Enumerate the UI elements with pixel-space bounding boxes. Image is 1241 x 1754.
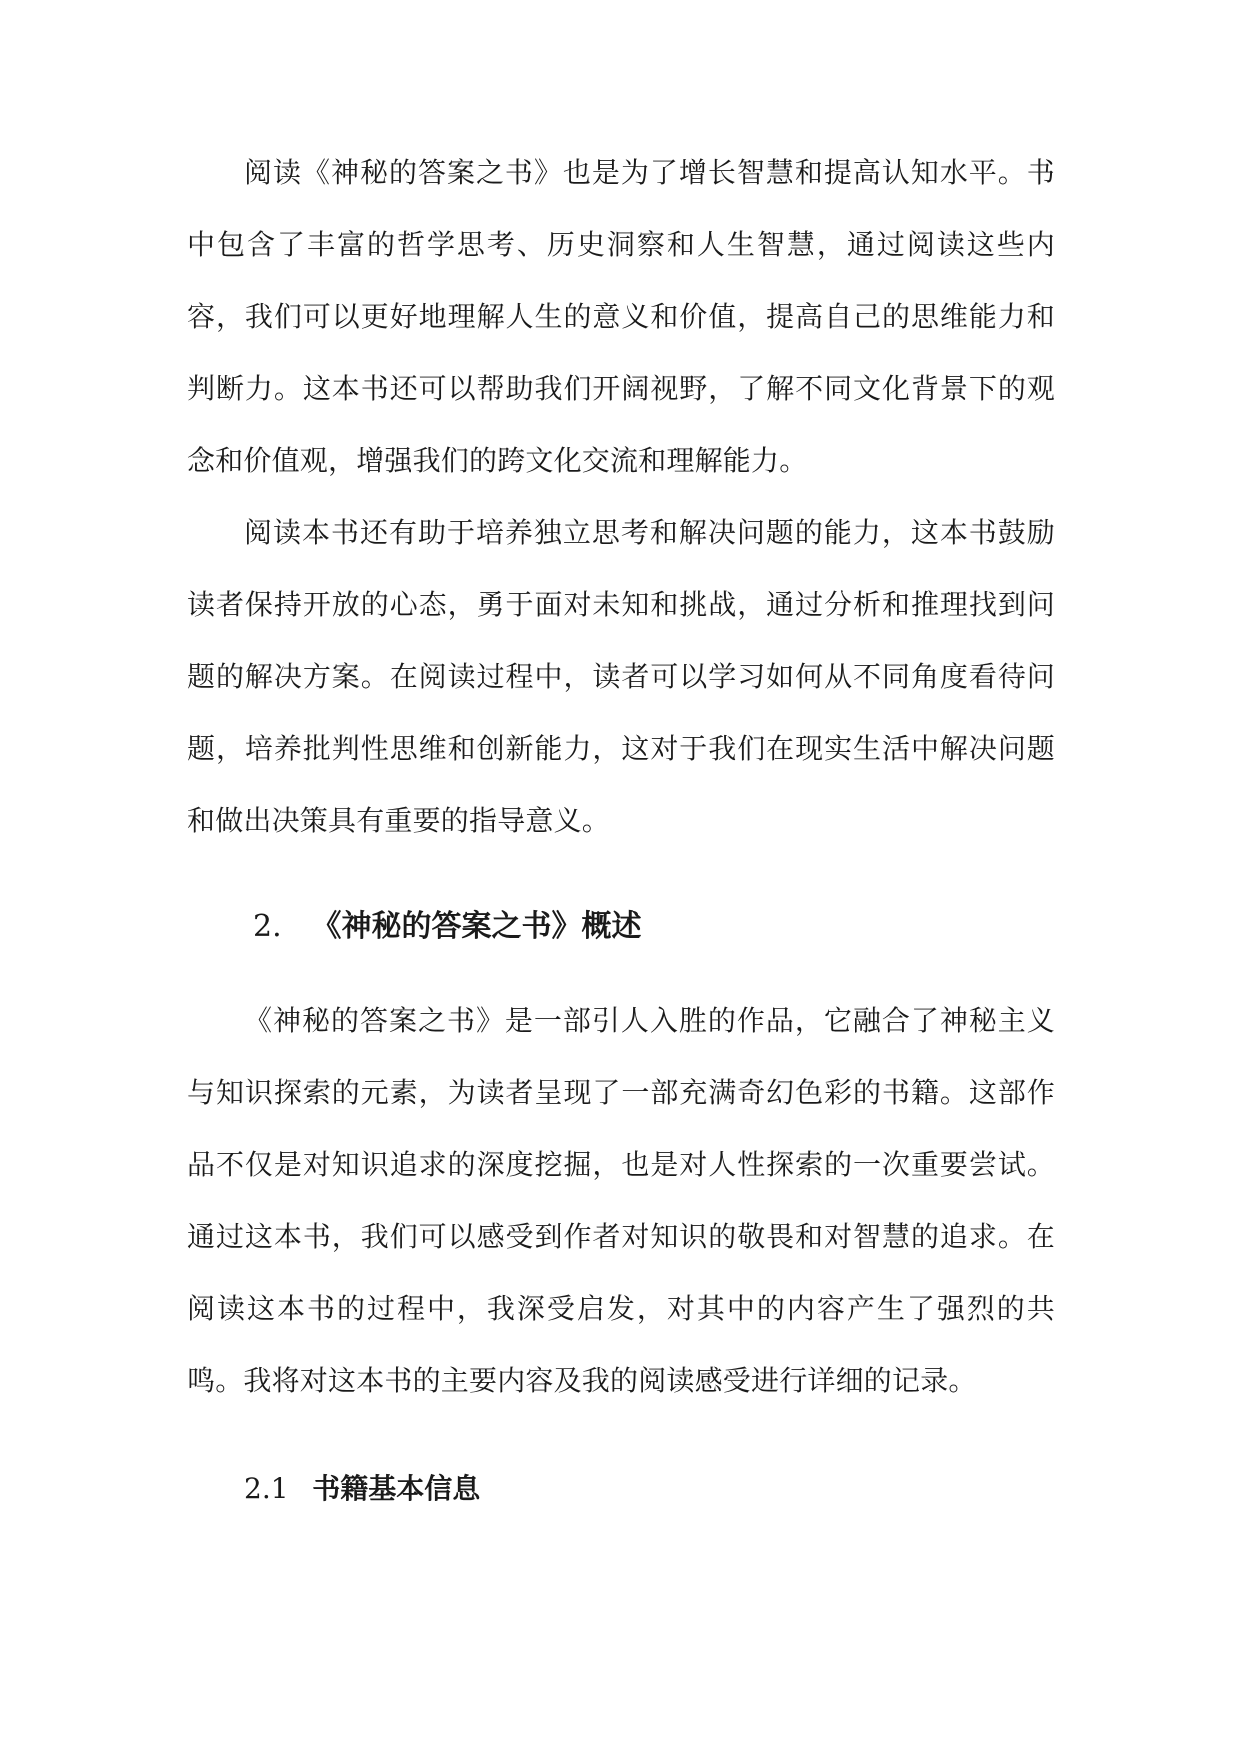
subsection-number: 2.1 [244,1472,289,1505]
subsection-heading-2-1 [187,1467,1055,1511]
document-body [187,137,1055,1511]
paragraph-intro-1: 阅读《神秘的答案之书》也是为了增长智慧和提高认知水平。书中包含了丰富的哲学思考、历史洞察和人生智慧，通过阅读这些内容，我们可以更好地理解人生的意义和价值，提高自己的思维能力和判断力。这本书还可以帮助我们开阔视野，了解不同文化背景下的观念和价值观，增强我们的跨文化交流和理解能力。 [187,156,1055,477]
section-heading-2 [187,903,1055,951]
paragraph-section-2: 《神秘的答案之书》是一部引人入胜的作品，它融合了神秘主义与知识探索的元素，为读者呈现了一部充满奇幻色彩的书籍。这部作品不仅是对知识追求的深度挖掘，也是对人性探索的一次重要尝试。通过这本书，我们可以感受到作者对知识的敬畏和对智慧的追求。在阅读这本书的过程中，我深受启发，对其中的内容产生了强烈的共鸣。我将对这本书的主要内容及我的阅读感受进行详细的记录。 [187,1004,1055,1397]
section-number: 2. [253,909,282,944]
subsection-title: 书籍基本信息 [312,1472,481,1505]
paragraph-intro-2: 阅读本书还有助于培养独立思考和解决问题的能力，这本书鼓励读者保持开放的心态，勇于面对未知和挑战，通过分析和推理找到问题的解决方案。在阅读过程中，读者可以学习如何从不同角度看待问题，培养批判性思维和创新能力，这对于我们在现实生活中解决问题和做出决策具有重要的指导意义。 [187,516,1055,837]
section-title: 《神秘的答案之书》概述 [311,909,642,944]
